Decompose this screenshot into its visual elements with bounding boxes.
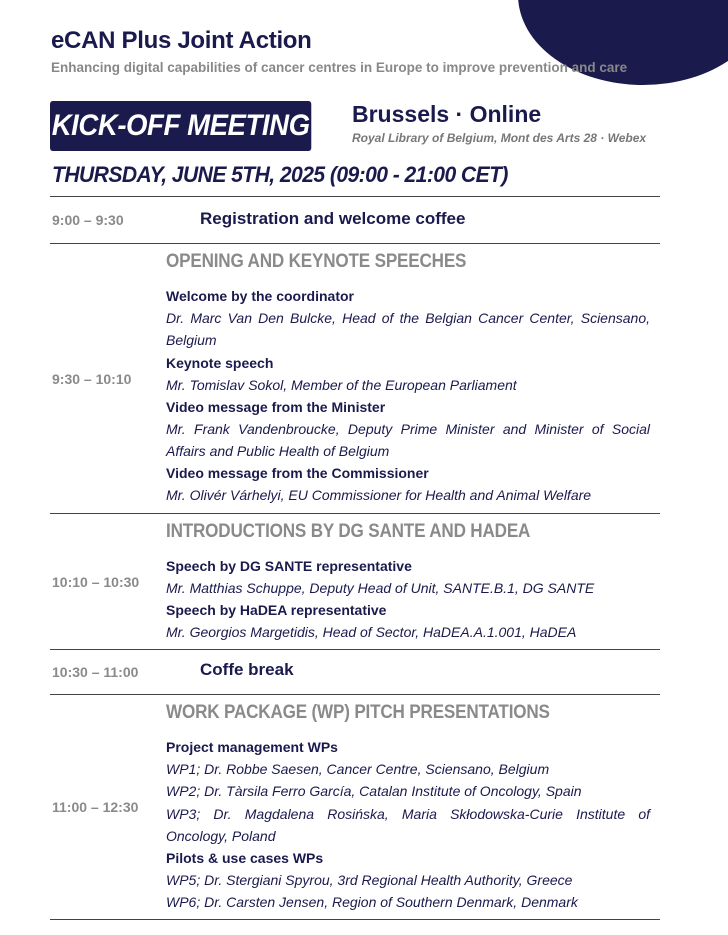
event-badge: KICK-OFF MEETING: [50, 101, 311, 151]
item-speaker: Dr. Marc Van Den Bulcke, Head of the Belgian Cancer Center, Sciensano, Belgium: [166, 310, 650, 349]
group-line: WP5; Dr. Stergiani Spyrou, 3rd Regional Health Authority, Greece: [166, 872, 573, 889]
agenda-row: [50, 243, 660, 513]
agenda-title: Registration and welcome coffee: [200, 209, 466, 228]
item-title: Speech by HaDEA representative: [166, 602, 387, 619]
section-heading: WORK PACKAGE (WP) PITCH PRESENTATIONS: [166, 702, 550, 723]
group-line: WP6; Dr. Carsten Jensen, Region of Southern Denmark, Denmark: [166, 894, 578, 911]
agenda-time: 9:30 – 10:10: [52, 370, 132, 387]
item-title: Video message from the Commissioner: [166, 465, 429, 482]
item-speaker: Mr. Georgios Margetidis, Head of Sector, HaDEA.A.1.001, HaDEA: [166, 624, 577, 641]
event-date: THURSDAY, JUNE 5TH, 2025 (09:00 - 21:00 CET): [52, 162, 508, 187]
item-title: Video message from the Minister: [166, 398, 386, 415]
agenda-time: 10:10 – 10:30: [52, 573, 140, 590]
item-speaker: Mr. Matthias Schuppe, Deputy Head of Unit, SANTE.B.1, DG SANTE: [166, 580, 595, 596]
group-title: Pilots & use cases WPs: [166, 850, 324, 867]
agenda-table: [50, 196, 660, 920]
item-speaker: Mr. Tomislav Sokol, Member of the European Parliament: [166, 376, 517, 393]
agenda-row: [50, 196, 660, 243]
agenda-time: 10:30 – 11:00: [52, 664, 139, 680]
item-title: Welcome by the coordinator: [166, 288, 354, 304]
section-heading: OPENING AND KEYNOTE SPEECHES: [166, 251, 467, 272]
org-title: eCAN Plus Joint Action: [51, 27, 312, 54]
agenda-row: [50, 694, 660, 920]
item-speaker: Mr. Olivér Várhelyi, EU Commissioner for Health and Animal Welfare: [166, 487, 592, 504]
agenda-row: [50, 513, 660, 649]
item-speaker: Mr. Frank Vandenbroucke, Deputy Prime Minister and Minister of Social Affairs and Public Health of Belgium: [166, 420, 650, 460]
agenda-time: 9:00 – 9:30: [52, 212, 124, 228]
agenda-time: 11:00 – 12:30: [52, 799, 139, 815]
location-title: Brussels · Online: [352, 101, 542, 127]
section-heading: INTRODUCTIONS BY DG SANTE AND HADEA: [166, 521, 531, 542]
group-line: WP3; Dr. Magdalena Rosińska, Maria Skłodowska-Curie Institute of Oncology, Poland: [166, 805, 650, 844]
org-subtitle: Enhancing digital capabilities of cancer centres in Europe to improve prevention and care: [51, 60, 628, 75]
group-line: WP1; Dr. Robbe Saesen, Cancer Centre, Sciensano, Belgium: [166, 761, 550, 777]
location-detail: Royal Library of Belgium, Mont des Arts 28 · Webex: [352, 131, 647, 145]
agenda-row: [50, 649, 660, 694]
item-title: Keynote speech: [166, 354, 274, 371]
group-line: WP2; Dr. Tàrsila Ferro García, Catalan Institute of Oncology, Spain: [166, 783, 582, 800]
item-title: Speech by DG SANTE representative: [166, 558, 412, 574]
agenda-title: Coffe break: [200, 660, 294, 679]
group-title: Project management WPs: [166, 739, 338, 755]
